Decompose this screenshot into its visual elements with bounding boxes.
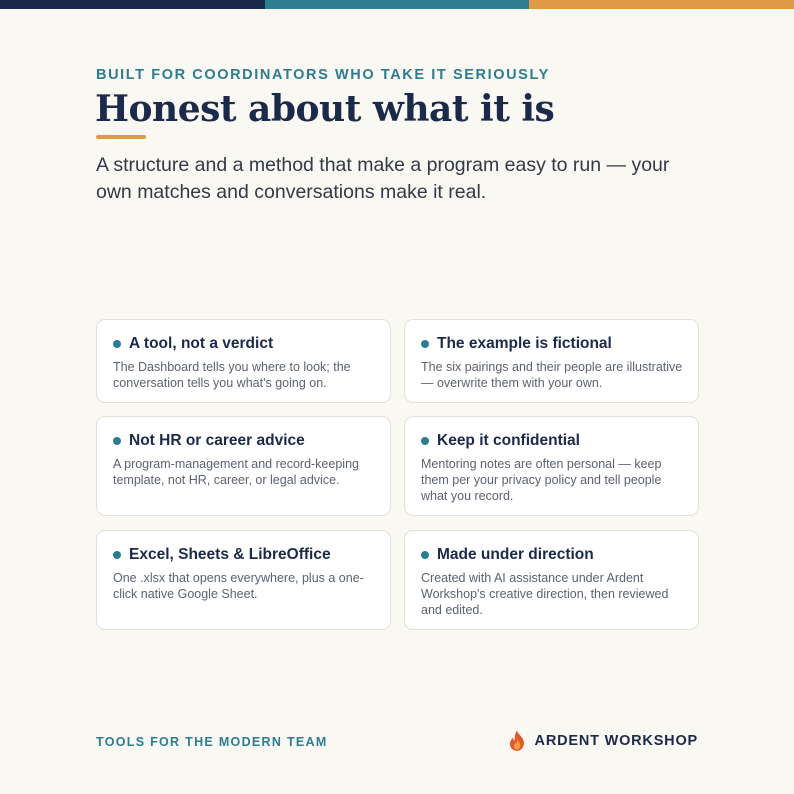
card-body: One .xlsx that opens everywhere, plus a one-click native Google Sheet. xyxy=(113,571,364,601)
page-title: Honest about what it is xyxy=(95,88,555,130)
card-title: A tool, not a verdict xyxy=(129,335,274,352)
bullet-dot xyxy=(113,340,121,348)
card-not-hr-advice xyxy=(96,416,391,516)
card-title: Not HR or career advice xyxy=(129,432,305,449)
card-title: The example is fictional xyxy=(437,335,612,352)
card-tool-not-verdict xyxy=(96,319,391,403)
card-body: A program-management and record-keeping template, not HR, career, or legal advice. xyxy=(113,457,359,487)
card-body: The Dashboard tells you where to look; the conversation tells you what's going on. xyxy=(113,360,351,390)
page-subtitle: A structure and a method that make a program easy to run — your own matches and conversations make it real. xyxy=(96,154,670,203)
card-title: Keep it confidential xyxy=(437,432,580,449)
accent-segment-orange xyxy=(529,0,794,9)
bullet-dot xyxy=(113,551,121,559)
eyebrow-text: BUILT FOR COORDINATORS WHO TAKE IT SERIOUSLY xyxy=(96,67,550,83)
card-body: The six pairings and their people are illustrative — overwrite them with your own. xyxy=(421,360,683,390)
bullet-dot xyxy=(421,437,429,445)
top-accent-bar xyxy=(0,0,794,9)
flame-icon xyxy=(508,730,526,752)
brand-logo xyxy=(508,730,698,752)
card-body: Created with AI assistance under Ardent Workshop's creative direction, then reviewed and edited. xyxy=(421,571,669,617)
brand-name: ARDENT WORKSHOP xyxy=(534,733,698,749)
bullet-dot xyxy=(421,551,429,559)
card-title: Made under direction xyxy=(437,546,594,563)
card-made-under-direction xyxy=(404,530,699,630)
bullet-dot xyxy=(421,340,429,348)
footer-tagline: TOOLS FOR THE MODERN TEAM xyxy=(96,735,328,749)
accent-segment-navy xyxy=(0,0,265,9)
card-example-fictional xyxy=(404,319,699,403)
card-title: Excel, Sheets & LibreOffice xyxy=(129,546,331,563)
card-body: Mentoring notes are often personal — keep them per your privacy policy and tell people what you record. xyxy=(421,457,662,503)
card-keep-confidential xyxy=(404,416,699,516)
card-excel-sheets xyxy=(96,530,391,630)
bullet-dot xyxy=(113,437,121,445)
accent-segment-teal xyxy=(265,0,530,9)
title-underline xyxy=(96,135,146,139)
